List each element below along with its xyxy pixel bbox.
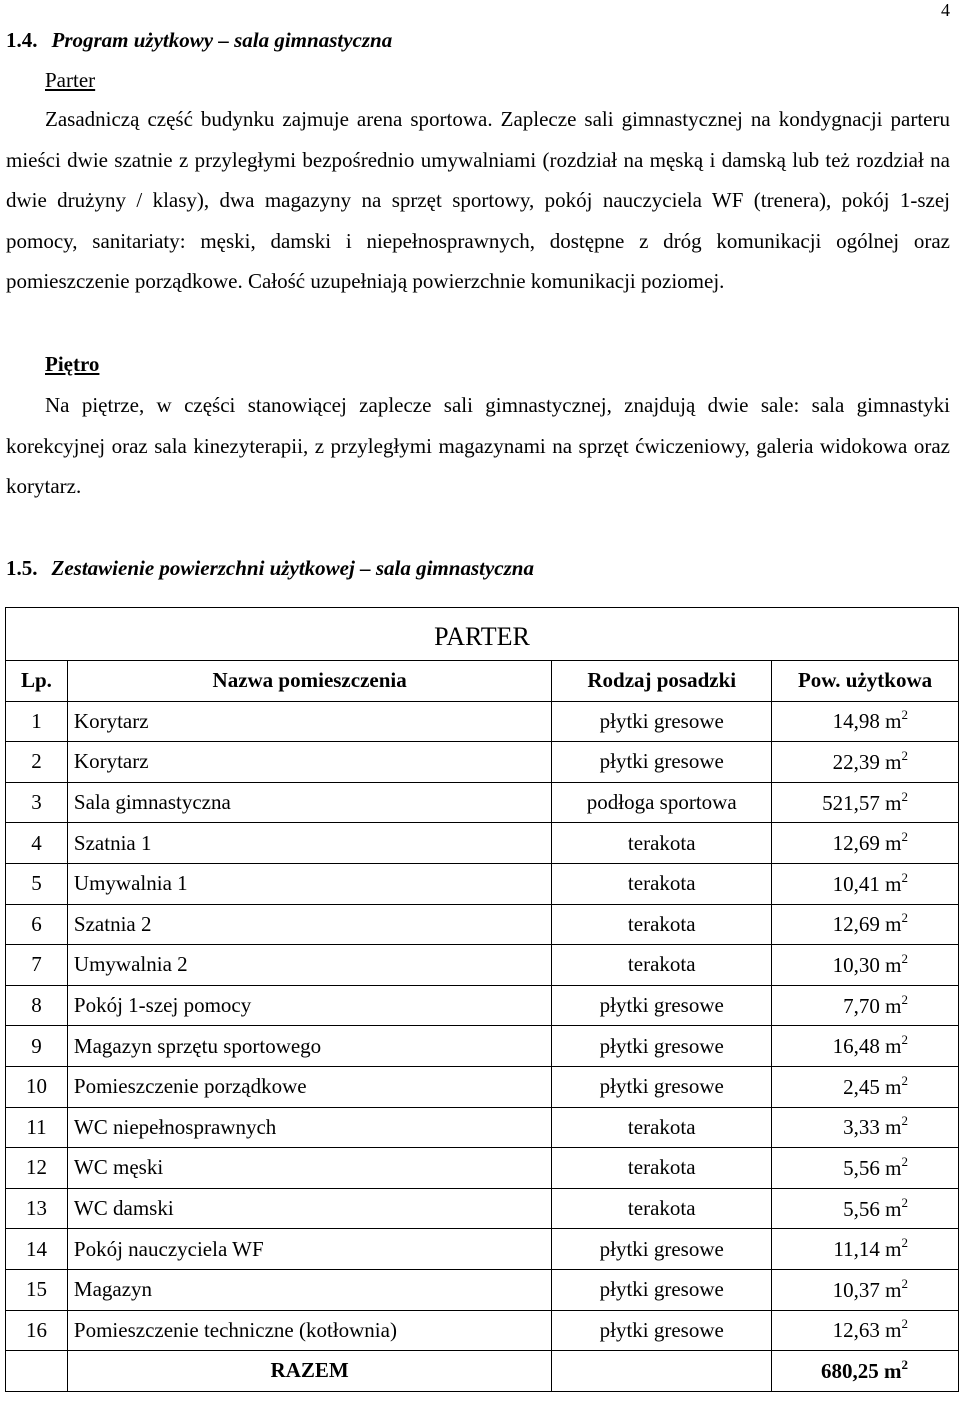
area-value: 5,56 (843, 1155, 880, 1180)
cell-lp: 4 (6, 823, 68, 864)
area-unit: m (885, 1318, 902, 1343)
cell-lp: 9 (6, 1026, 68, 1067)
area-unit-exponent: 2 (901, 747, 908, 763)
cell-floor: terakota (552, 945, 772, 986)
area-value: 680,25 (821, 1358, 879, 1383)
area-value: 12,69 (832, 912, 880, 937)
cell-lp: 1 (6, 701, 68, 742)
area-unit-exponent: 2 (901, 1113, 908, 1129)
cell-area (772, 863, 959, 904)
area-value: 2,45 (843, 1074, 880, 1099)
cell-floor: płytki gresowe (552, 985, 772, 1026)
area-value: 22,39 (832, 749, 880, 774)
header-floor: Rodzaj posadzki (552, 661, 772, 702)
cell-name: WC męski (67, 1148, 551, 1189)
section-number: 1.4. (6, 28, 38, 52)
page-number: 4 (941, 0, 950, 20)
area-unit: m (885, 709, 902, 734)
area-unit-exponent: 2 (901, 950, 908, 966)
section-title: Program użytkowy – sala gimnastyczna (51, 28, 393, 52)
table-caption: PARTER (6, 608, 959, 661)
table-row (6, 742, 959, 783)
area-unit: m (885, 871, 902, 896)
cell-floor: terakota (552, 1148, 772, 1189)
cell-lp: 16 (6, 1310, 68, 1351)
total-area (772, 1351, 959, 1392)
cell-lp: 3 (6, 782, 68, 823)
table-row (6, 863, 959, 904)
cell-area (772, 985, 959, 1026)
cell-name: Szatnia 2 (67, 904, 551, 945)
area-unit-exponent: 2 (901, 1275, 908, 1291)
cell-floor: terakota (552, 823, 772, 864)
total-label: RAZEM (67, 1351, 551, 1392)
paragraph-pietro (6, 385, 950, 507)
cell-lp: 7 (6, 945, 68, 986)
paragraph-parter-text: Zaplecze sali gimnastycznej na kondygnacji parteru mieści dwie szatnie z przyległymi bezpośrednio umywalniami (rozdział na męską i damską lub też rozdział na dwie drużyny / klasy), dwa magazyny na sprzęt sportowy, pokój nauczyciela WF (trenera), pokój 1-szej pomocy, sanitariaty: męski, damski i niepełnosprawnych, dostępne z dróg komunikacji ogólnej oraz pomieszczenie porządkowe. Całość uzupełniają powierzchnie komunikacji poziomej. (6, 107, 950, 293)
area-value: 10,30 (832, 952, 880, 977)
table-row (6, 1107, 959, 1148)
cell-floor: terakota (552, 1107, 772, 1148)
table-row (6, 1066, 959, 1107)
cell-lp: 2 (6, 742, 68, 783)
cell-name: Magazyn sprzętu sportowego (67, 1026, 551, 1067)
header-area: Pow. użytkowa (772, 661, 959, 702)
cell-lp: 11 (6, 1107, 68, 1148)
cell-name: Pokój nauczyciela WF (67, 1229, 551, 1270)
area-unit-exponent: 2 (901, 1194, 908, 1210)
cell-floor: podłoga sportowa (552, 782, 772, 823)
cell-floor-empty (552, 1351, 772, 1392)
cell-area (772, 1229, 959, 1270)
cell-lp-empty (6, 1351, 68, 1392)
table-row (6, 701, 959, 742)
area-value: 14,98 (832, 709, 880, 734)
paragraph-pietro-text: Na piętrze, w części stanowiącej zaplecze sali gimnastycznej, znajdują dwie sale: sala gimnastyki korekcyjnej oraz sala kinezyterapii, z przyległymi magazynami na sprzęt ćwiczeniowy, galeria widokowa oraz korytarz. (6, 393, 950, 498)
cell-floor: terakota (552, 1188, 772, 1229)
area-value: 5,56 (843, 1196, 880, 1221)
table-row (6, 904, 959, 945)
cell-name: Korytarz (67, 742, 551, 783)
area-value: 12,69 (832, 831, 880, 856)
table-row (6, 945, 959, 986)
subheading-pietro: Piętro (45, 352, 100, 376)
cell-area (772, 1066, 959, 1107)
header-lp: Lp. (6, 661, 68, 702)
cell-lp: 12 (6, 1148, 68, 1189)
cell-lp: 15 (6, 1269, 68, 1310)
area-unit-exponent: 2 (901, 1072, 908, 1088)
area-unit: m (885, 993, 902, 1018)
area-unit: m (885, 1034, 902, 1059)
table-row (6, 1026, 959, 1067)
cell-area (772, 1107, 959, 1148)
cell-area (772, 1148, 959, 1189)
cell-name: Umywalnia 1 (67, 863, 551, 904)
header-name: Nazwa pomieszczenia (67, 661, 551, 702)
cell-lp: 14 (6, 1229, 68, 1270)
cell-area (772, 1026, 959, 1067)
cell-floor: terakota (552, 904, 772, 945)
area-value: 10,37 (832, 1277, 880, 1302)
cell-area (772, 742, 959, 783)
section-title: Zestawienie powierzchni użytkowej – sala gimnastyczna (51, 556, 534, 580)
cell-name: WC niepełnosprawnych (67, 1107, 551, 1148)
area-unit-exponent: 2 (901, 1153, 908, 1169)
cell-lp: 13 (6, 1188, 68, 1229)
area-unit-exponent: 2 (901, 1316, 908, 1332)
area-value: 3,33 (843, 1115, 880, 1140)
area-unit-exponent: 2 (901, 788, 908, 804)
table-row (6, 1188, 959, 1229)
cell-lp: 6 (6, 904, 68, 945)
cell-lp: 8 (6, 985, 68, 1026)
area-unit: m (885, 1115, 902, 1140)
table-row (6, 1148, 959, 1189)
section-number: 1.5. (6, 556, 38, 580)
area-unit-exponent: 2 (901, 829, 908, 845)
area-unit: m (885, 952, 902, 977)
cell-floor: płytki gresowe (552, 1269, 772, 1310)
paragraph-parter-intro: Zasadniczą część budynku zajmuje arena sportowa. (45, 107, 493, 131)
cell-floor: terakota (552, 863, 772, 904)
cell-name: Szatnia 1 (67, 823, 551, 864)
cell-floor: płytki gresowe (552, 1066, 772, 1107)
table-row (6, 1310, 959, 1351)
cell-floor: płytki gresowe (552, 1310, 772, 1351)
table-row (6, 1269, 959, 1310)
cell-area (772, 904, 959, 945)
area-unit: m (885, 790, 902, 815)
table-row (6, 985, 959, 1026)
cell-name: Pomieszczenie techniczne (kotłownia) (67, 1310, 551, 1351)
area-unit-exponent: 2 (901, 1356, 908, 1372)
subheading-parter: Parter (45, 68, 96, 92)
area-unit: m (885, 912, 902, 937)
paragraph-parter (6, 99, 950, 302)
cell-name: Pomieszczenie porządkowe (67, 1066, 551, 1107)
cell-lp: 10 (6, 1066, 68, 1107)
cell-area (772, 823, 959, 864)
cell-name: Pokój 1-szej pomocy (67, 985, 551, 1026)
cell-area (772, 945, 959, 986)
area-unit-exponent: 2 (901, 1032, 908, 1048)
table-caption-row (6, 608, 959, 661)
table-total-row (6, 1351, 959, 1392)
cell-name: Umywalnia 2 (67, 945, 551, 986)
cell-area (772, 1188, 959, 1229)
cell-area (772, 1310, 959, 1351)
cell-lp: 5 (6, 863, 68, 904)
area-unit: m (885, 1196, 902, 1221)
cell-floor: płytki gresowe (552, 1229, 772, 1270)
area-value: 10,41 (832, 871, 880, 896)
area-unit-exponent: 2 (901, 1235, 908, 1251)
area-value: 521,57 (822, 790, 880, 815)
cell-floor: płytki gresowe (552, 701, 772, 742)
cell-name: Magazyn (67, 1269, 551, 1310)
table-row (6, 1229, 959, 1270)
area-unit: m (884, 1358, 902, 1383)
cell-name: WC damski (67, 1188, 551, 1229)
cell-area (772, 782, 959, 823)
area-unit: m (885, 1155, 902, 1180)
cell-floor: płytki gresowe (552, 1026, 772, 1067)
area-value: 7,70 (843, 993, 880, 1018)
area-unit: m (885, 1237, 902, 1262)
area-unit: m (885, 1277, 902, 1302)
area-value: 12,63 (832, 1318, 880, 1343)
cell-floor: płytki gresowe (552, 742, 772, 783)
area-unit-exponent: 2 (901, 910, 908, 926)
area-unit-exponent: 2 (901, 869, 908, 885)
area-unit: m (885, 749, 902, 774)
area-unit: m (885, 1074, 902, 1099)
cell-area (772, 701, 959, 742)
cell-name: Korytarz (67, 701, 551, 742)
cell-area (772, 1269, 959, 1310)
table-header-row (6, 661, 959, 702)
area-unit-exponent: 2 (901, 707, 908, 723)
area-value: 16,48 (832, 1034, 880, 1059)
area-unit: m (885, 831, 902, 856)
table-row (6, 823, 959, 864)
section-heading-1-5 (6, 556, 534, 581)
area-table (5, 607, 959, 1392)
area-value: 11,14 (833, 1237, 880, 1262)
table-row (6, 782, 959, 823)
section-heading-1-4 (6, 28, 392, 53)
area-unit-exponent: 2 (901, 991, 908, 1007)
cell-name: Sala gimnastyczna (67, 782, 551, 823)
